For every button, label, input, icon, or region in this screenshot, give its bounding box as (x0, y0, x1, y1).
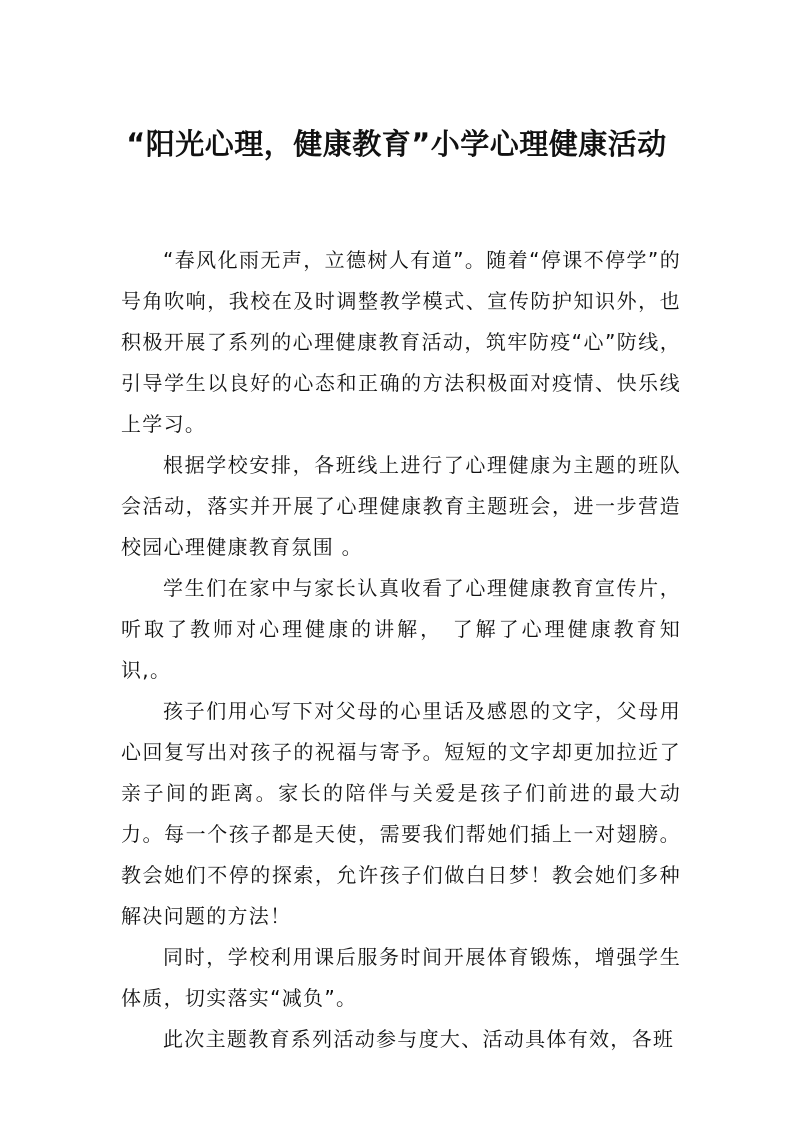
paragraph-1: “春风化雨无声，立德树人有道”。随着“停课不停学”的号角吹响，我校在及时调整教学模式、宣传防护知识外，也积极开展了系列的心理健康教育活动，筑牢防疫“心”防线，引导学生以良好的心态和正确的方法积极面对疫情、快乐线上学习。 (121, 248, 681, 436)
document-title: “阳光心理，健康教育”小学心理健康活动 (126, 127, 667, 161)
document-body (121, 240, 681, 1060)
paragraph-2: 根据学校安排，各班线上进行了心理健康为主题的班队会活动，落实并开展了心理健康教育主题班会，进一步营造校园心理健康教育氛围 。 (121, 453, 681, 559)
paragraph-4: 孩子们用心写下对父母的心里话及感恩的文字，父母用心回复写出对孩子的祝福与寄予。短短的文字却更加拉近了亲子间的距离。家长的陪伴与关爱是孩子们前进的最大动力。每一个孩子都是天使，需要我们帮她们插上一对翅膀。教会她们不停的探索，允许孩子们做白日梦！教会她们多种解决问题的方法！ (121, 699, 681, 928)
paragraph-5: 同时，学校利用课后服务时间开展体育锻炼，增强学生体质，切实落实“减负”。 (121, 945, 681, 1010)
paragraph-6: 此次主题教育系列活动参与度大、活动具体有效，各班 (163, 1027, 675, 1051)
paragraph-3: 学生们在家中与家长认真收看了心理健康教育宣传片，听取了教师对心理健康的讲解， 了解了心理健康教育知识,。 (121, 576, 681, 682)
